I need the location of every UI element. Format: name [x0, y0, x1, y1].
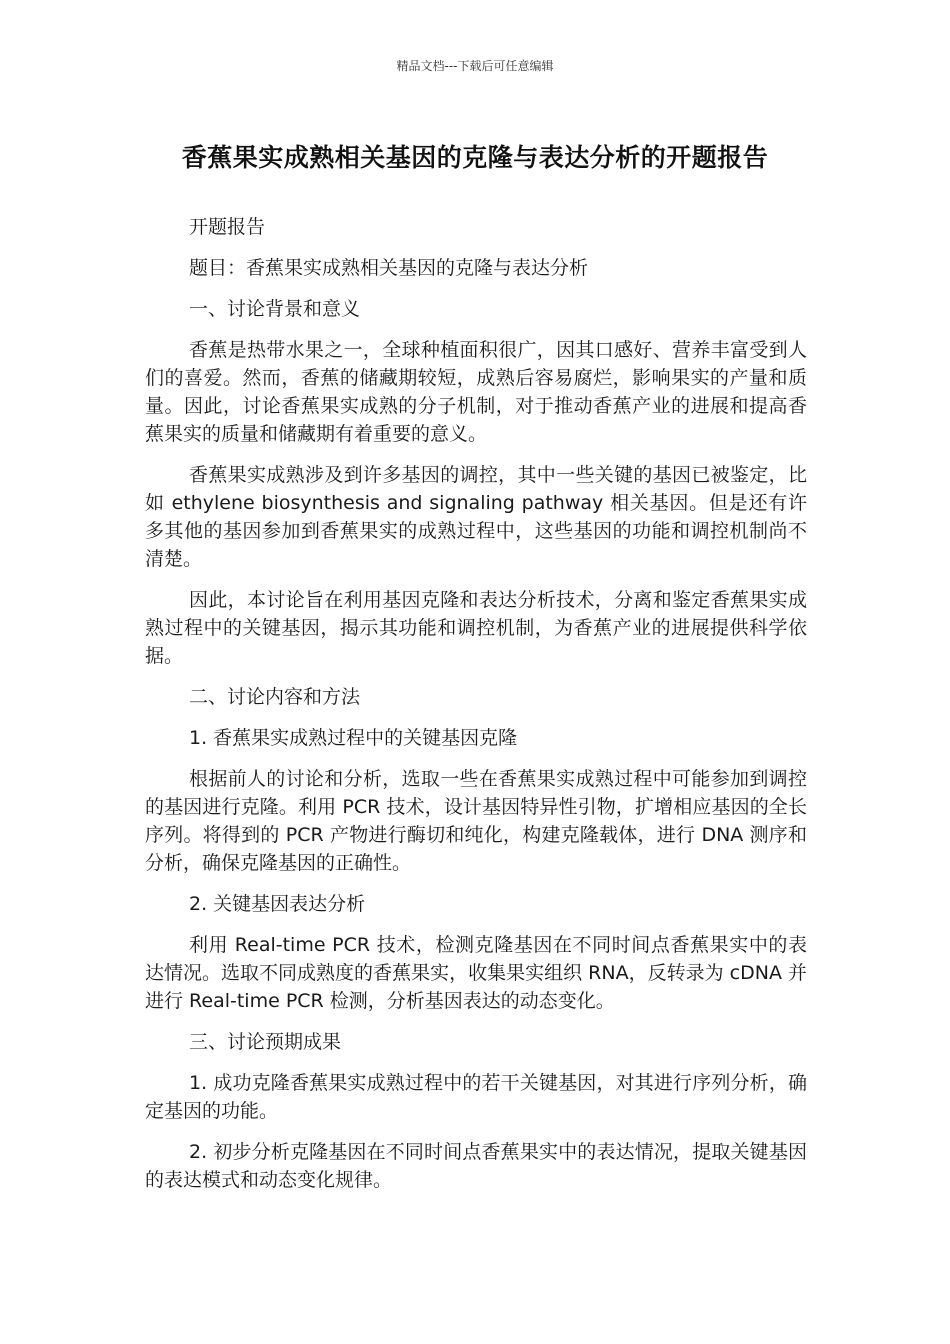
subheading-expression-analysis: 2. 关键基因表达分析: [189, 893, 366, 915]
section-heading-background: 一、讨论背景和意义: [189, 298, 361, 320]
section-heading-expected-results: 三、讨论预期成果: [189, 1031, 342, 1053]
paragraph-background-2: 香蕉果实成熟涉及到许多基因的调控，其中一些关键的基因已被鉴定，比如 ethylene biosynthesis and signaling pathway 相关基因。但是还有许多其他的基因参加到香蕉果实的成熟过程中，这些基因的功能和调控机制尚不清楚。: [145, 464, 807, 570]
paragraph-expected-result-1: 1. 成功克隆香蕉果实成熟过程中的若干关键基因，对其进行序列分析，确定基因的功能。: [145, 1072, 807, 1122]
paragraph-topic: 题目：香蕉果实成熟相关基因的克隆与表达分析: [189, 257, 589, 279]
paragraph-expression-analysis: 利用 Real-time PCR 技术，检测克隆基因在不同时间点香蕉果实中的表达情况。选取不同成熟度的香蕉果实，收集果实组织 RNA，反转录为 cDNA 并进行 Real-time PCR 检测，分析基因表达的动态变化。: [145, 934, 807, 1012]
paragraph-expected-result-2: 2. 初步分析克隆基因在不同时间点香蕉果实中的表达情况，提取关键基因的表达模式和动态变化规律。: [145, 1141, 807, 1191]
paragraph-background-1: 香蕉是热带水果之一，全球种植面积很广，因其口感好、营养丰富受到人们的喜爱。然而，香蕉的储藏期较短，成熟后容易腐烂，影响果实的产量和质量。因此，讨论香蕉果实成熟的分子机制，对于推动香蕉产业的进展和提高香蕉果实的质量和储藏期有着重要的意义。: [145, 339, 807, 445]
header-note: 精品文档---下载后可任意编辑: [396, 59, 554, 73]
document-title: 香蕉果实成熟相关基因的克隆与表达分析的开题报告: [181, 143, 769, 172]
document-body: [145, 213, 807, 1207]
paragraph-report-label: 开题报告: [189, 216, 266, 238]
paragraph-background-3: 因此，本讨论旨在利用基因克隆和表达分析技术，分离和鉴定香蕉果实成熟过程中的关键基因，揭示其功能和调控机制，为香蕉产业的进展提供科学依据。: [145, 589, 807, 667]
subheading-gene-cloning: 1. 香蕉果实成熟过程中的关键基因克隆: [189, 727, 518, 749]
section-heading-methods: 二、讨论内容和方法: [189, 686, 361, 708]
paragraph-gene-cloning: 根据前人的讨论和分析，选取一些在香蕉果实成熟过程中可能参加到调控的基因进行克隆。利用 PCR 技术，设计基因特异性引物，扩增相应基因的全长序列。将得到的 PCR 产物进行酶切和纯化，构建克隆载体，进行 DNA 测序和分析，确保克隆基因的正确性。: [145, 768, 807, 874]
